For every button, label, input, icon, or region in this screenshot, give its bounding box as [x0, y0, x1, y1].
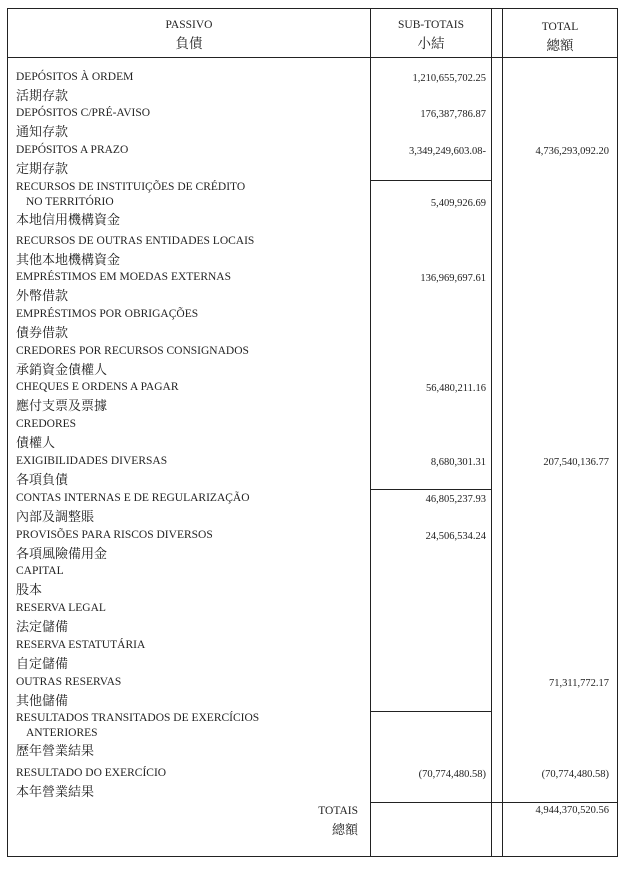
col-separator-2 [491, 8, 492, 856]
row-label: RECURSOS DE INSTITUIÇÕES DE CRÉDITO [16, 181, 246, 193]
row-label-zh: 外幣借款 [16, 288, 69, 303]
row-subtotal: 46,805,237.93 [425, 494, 486, 505]
header-subtotais: SUB-TOTAIS [398, 19, 464, 31]
totals-value: 4,944,370,520.56 [535, 805, 609, 816]
header-passivo: PASSIVO [165, 19, 213, 31]
row-label-zh: 債券借款 [16, 325, 69, 340]
row-subtotal: 3,349,249,603.08- [409, 146, 486, 157]
row-subtotal: 176,387,786.87 [420, 109, 486, 120]
row-subtotal: (70,774,480.58) [418, 769, 486, 780]
row-total: (70,774,480.58) [541, 769, 609, 780]
subtotal-rule-2 [370, 489, 492, 490]
header-total-zh: 總額 [546, 38, 574, 53]
row-label: EMPRÉSTIMOS POR OBRIGAÇÕES [16, 308, 199, 320]
row-label-zh: 股本 [16, 582, 43, 597]
row-label: CREDORES POR RECURSOS CONSIGNADOS [16, 345, 249, 357]
header-subtotais-zh: 小結 [417, 36, 445, 51]
header-separator [7, 57, 618, 58]
row-label: CAPITAL [16, 565, 64, 577]
row-label: DEPÓSITOS A PRAZO [16, 144, 129, 156]
row-label-zh: 本地信用機構資金 [16, 212, 121, 227]
row-label: RECURSOS DE OUTRAS ENTIDADES LOCAIS [16, 235, 255, 247]
row-label: DEPÓSITOS À ORDEM [16, 71, 134, 83]
subtotal-rule-3 [370, 711, 492, 712]
row-label: EMPRÉSTIMOS EM MOEDAS EXTERNAS [16, 271, 232, 283]
row-label-zh: 定期存款 [16, 161, 69, 176]
totals-label: TOTAIS [318, 805, 358, 817]
row-subtotal: 56,480,211.16 [426, 383, 486, 394]
row-label: PROVISÕES PARA RISCOS DIVERSOS [16, 529, 213, 541]
row-label-zh: 各項負債 [16, 472, 69, 487]
row-label: OUTRAS RESERVAS [16, 676, 122, 688]
row-subtotal: 24,506,534.24 [425, 531, 486, 542]
row-label-zh: 債權人 [16, 435, 56, 450]
row-total: 207,540,136.77 [543, 457, 609, 468]
row-label: CONTAS INTERNAS E DE REGULARIZAÇÃO [16, 492, 250, 504]
header-total: TOTAL [541, 21, 579, 33]
row-label: CREDORES [16, 418, 77, 430]
row-label: RESULTADO DO EXERCÍCIO [16, 767, 167, 779]
col-separator-1 [370, 8, 371, 856]
totals-label-zh: 總額 [331, 822, 358, 837]
row-label: EXIGIBILIDADES DIVERSAS [16, 455, 168, 467]
row-total: 4,736,293,092.20 [535, 146, 609, 157]
row-label: RESERVA LEGAL [16, 602, 106, 614]
row-label: RESERVA ESTATUTÁRIA [16, 639, 146, 651]
row-subtotal: 8,680,301.31 [430, 457, 486, 468]
row-label-zh: 內部及調整賬 [16, 509, 95, 524]
row-label: CHEQUES E ORDENS A PAGAR [16, 381, 179, 393]
row-label-cont: NO TERRITÓRIO [26, 196, 114, 208]
row-label: DEPÓSITOS C/PRÉ-AVISO [16, 107, 151, 119]
row-subtotal: 5,409,926.69 [430, 198, 486, 209]
row-label-zh: 自定儲備 [16, 656, 69, 671]
row-total: 71,311,772.17 [549, 678, 609, 689]
row-label-zh: 應付支票及票據 [16, 398, 108, 413]
row-label-zh: 承銷資金債權人 [16, 362, 108, 377]
border-top [7, 8, 618, 9]
border-bottom [7, 856, 618, 857]
row-label-zh: 通知存款 [16, 124, 69, 139]
row-subtotal: 1,210,655,702.25 [412, 73, 486, 84]
totals-rule [370, 802, 618, 803]
header-passivo-zh: 負債 [175, 36, 203, 51]
border-left [7, 8, 8, 857]
row-label-zh: 其他本地機構資金 [16, 252, 121, 267]
border-right [617, 8, 618, 857]
row-label-cont: ANTERIORES [26, 727, 98, 739]
row-label-zh: 其他儲備 [16, 693, 69, 708]
row-label-zh: 本年營業結果 [16, 784, 95, 799]
row-label-zh: 法定儲備 [16, 619, 69, 634]
row-label-zh: 歷年營業結果 [16, 743, 95, 758]
row-subtotal: 136,969,697.61 [420, 273, 486, 284]
col-separator-3 [502, 8, 503, 856]
subtotal-rule-1 [370, 180, 492, 181]
row-label-zh: 各項風險備用金 [16, 546, 108, 561]
row-label-zh: 活期存款 [16, 88, 69, 103]
row-label: RESULTADOS TRANSITADOS DE EXERCÍCIOS [16, 712, 260, 724]
